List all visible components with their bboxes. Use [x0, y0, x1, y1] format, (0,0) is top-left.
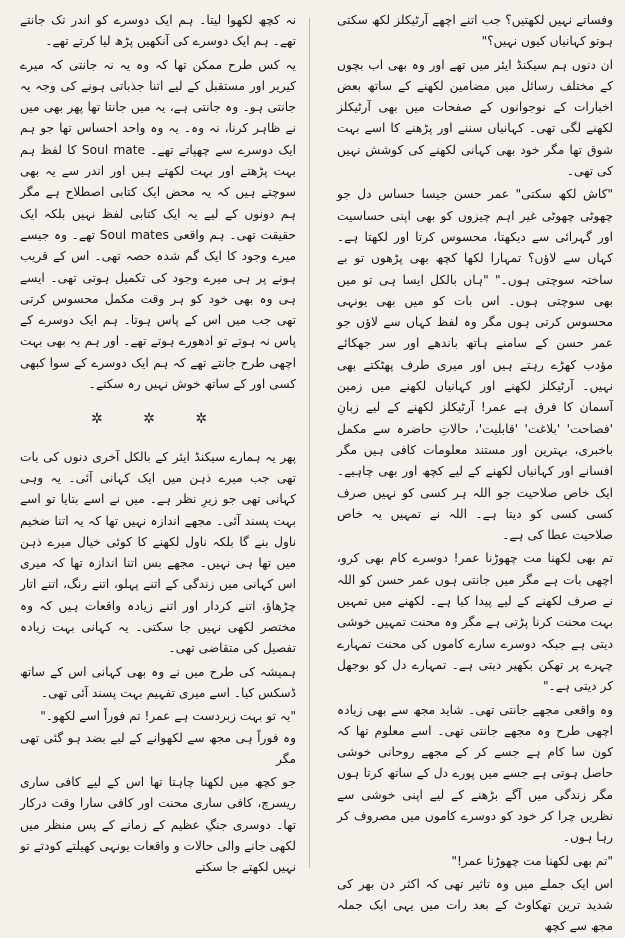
paragraph: پھر یہ ہمارے سیکنڈ ایئر کے بالکل آخری دنوں کی بات تھی جب میرے ذہن میں ایک کہانی آئی۔ یہ وہی کہانی تھی جو زیرِ نظر ہے۔ میں نے اسے بتایا تو اسے بہت پسند آئی۔ مجھے اندازہ نہیں تھا کہ یہ اتنا ضخیم ناول بنے گا بلکہ ناول لکھنے کا کوئی خیال میرے ذہن میں تھا ہی نہیں۔ مجھے بس اتنا اندازہ تھا کہ میری اس کہانی میں زندگی کے اتنے پہلو، اتنے رنگ، اتنے اتار چڑھاؤ، اتنے کردار اور اتنے زیادہ واقعات ہیں کہ وہ مختصر لکھی نہیں جا سکتی۔ یہ کہانی بہت زیادہ تفصیل کی متقاضی تھی۔ — [20, 449, 296, 656]
paragraph: تم بھی لکھنا مت چھوڑنا عمر! دوسرے کام بھی کرو، اچھی بات ہے مگر میں جانتی ہوں عمر حسن کو اللہ نے صرف لکھنے کے لیے پیدا کیا ہے۔ لکھنے میں تمہیں بہت محنت کرنا پڑتی ہے مگر وہ محنت تمہیں خوشی دیتی ہے جبکہ دوسرے سارے کاموں کی محنت تمہارے چہرے پر تھکن بکھیر دیتی ہے۔ تمہارے دل کو بوجھل کر دیتی ہے۔" — [337, 551, 613, 694]
quote-line: "یہ تو بہت زبردست ہے عمر! تم فوراً اسے لکھو۔" — [40, 709, 296, 724]
left-text-column — [20, 10, 296, 879]
paragraph: نہ کچھ لکھوا لیتا۔ ہم ایک دوسرے کو اندر تک جانتے تھے۔ ہم ایک دوسرے کی آنکھیں پڑھ لیا کرتے تھے۔ — [20, 13, 296, 49]
column-divider — [309, 18, 310, 868]
paragraph: اس ایک جملے میں وہ تاثیر تھی کہ اکثر دن بھر کی شدید ترین تھکاوٹ کے بعد رات میں یہی ایک جملہ مجھ سے کچھ — [337, 876, 613, 934]
paragraph: "کاش لکھ سکتی" عمر حسن جیسا حساس دل جو چھوٹی چھوٹی غیر اہم چیزوں کو بھی اپنی حساسیت اور گہرائی سے دیکھتا، محسوس کرتا اور لکھتا ہے۔ کہاں سے لاؤں؟ تمہارا لکھا کچھ بھی پڑھوں تو بے ساختہ سوچتی ہوں۔" "ہاں بالکل ایسا ہی تو میں بھی سوچتی ہوں۔ اس بات کو میں بھی یونہی محسوس کرتی ہوں مگر وہ لفظ کہاں سے لاؤں جو عمر حسن کے سامنے ہاتھ باندھے اور سر جھکائے مؤدب کھڑے رہتے ہیں اور میری طرف پھٹکتے بھی نہیں۔ آرٹیکلز لکھنے اور کہانیاں لکھنے میں زمین آسمان کا فرق ہے عمر! آرٹیکلز لکھنے کے لیے زبانِ 'فصاحت' 'بلاغت' 'قابلیت'، حالاتِ حاضرہ سے مکمل باخبری، بہترین اور مستند معلومات کافی ہیں مگر افسانے اور کہانیاں لکھنے کے لیے کچھ اور بھی چاہیے۔ ایک خاص صلاحیت جو اللہ ہر کسی کو نہیں صرف کسی کسی کو دیتا ہے۔ اللہ نے تمہیں یہ خاص صلاحیت عطا کی ہے۔ — [337, 187, 613, 543]
paragraph: وہ فوراً ہی مجھ سے لکھوانے کے لیے بضد ہو گئی تھی مگر — [20, 730, 296, 766]
section-break-ornament: ✲ ✲ ✲ — [90, 411, 226, 428]
paragraph: ہمیشہ کی طرح میں نے وہ بھی کہانی اس کے ساتھ ڈسکس کیا۔ اسے میری تفہیم بہت پسند آئی تھی۔ — [20, 664, 296, 700]
quote-line: "تم بھی لکھنا مت چھوڑنا عمر!" — [451, 853, 613, 868]
paragraph: وفساتے نہیں لکھتیں؟ جب اتنے اچھے آرٹیکلز لکھ سکتی ہوتو کہانیاں کیوں نہیں؟" — [337, 13, 613, 49]
paragraph: جو کچھ میں لکھنا چاہتا تھا اس کے لیے کافی ساری ریسرچ، کافی ساری محنت اور کافی سارا وقت درکار تھا۔ دوسری جنگِ عظیم کے زمانے کے پس منظر میں لکھی جانے والی حالات و واقعات یونہی کھیلتے کودتے تو نہیں لکھتے جا سکتے — [20, 775, 296, 875]
paragraph: وہ واقعی مجھے جانتی تھی۔ شاید مجھ سے بھی زیادہ اچھی طرح وہ مجھے جانتی تھی۔ اسے معلوم تھا کہ کون سا کام ہے جسے کر کے مجھے روحانی خوشی حاصل ہوتی ہے جسے میں پورے دل کے ساتھ کرتا ہوں مگر زندگی میں آگے بڑھنے کے لیے اپنی خوشی سے نظریں چرا کر خود کو دوسرے کاموں میں مصروف کر رہا ہوں۔ — [337, 702, 613, 845]
right-text-column — [337, 10, 613, 938]
paragraph: ان دنوں ہم سیکنڈ ایئر میں تھے اور وہ بھی اب بچوں کے مختلف رسائل میں مضامین لکھنے کے ساتھ بعض اخبارات کے نوجوانوں کے صفحات میں بھی آرٹیکلز لکھنے لگی تھی۔ کہانیاں سننے اور پڑھنے کا اسے بہت شوق تھا مگر خود بھی کہانی لکھنے کی کوشش نہیں کی تھی۔ — [337, 57, 613, 179]
paragraph: یہ کس طرح ممکن تھا کہ وہ یہ نہ جانتی کہ میرے کیریر اور مستقبل کے لیے اتنا جذباتی ہونے کی وجہ یہ جانتی ہو۔ وہ جانتی ہے، یہ میں جانتا تھا پھر بھی میں نے ظاہر کرنا، نہ وہ۔ یہ وہ واحد احساس تھا جو ہم ایک دوسرے سے چھپاتے تھے۔ Soul mate کا لفظ ہم بہت پڑھتے اور بہت لکھتے ہیں اور اندر سے یہ بھی سوچتے ہیں کہ یہ محض ایک کتابی اصطلاح ہے مگر ہم دونوں کے لیے یہ ایک کتابی لفظ نہیں بلکہ ایک حقیقت تھی۔ ہم واقعی Soul mates تھے۔ وہ جیسے میرے وجود کا ایک گم شدہ حصہ تھی۔ اس کے قریب ہونے پر ہی میرے وجود کی تکمیل ہوتی تھی۔ ایسے ہی وہ بھی خود کو ہر وقت مکمل محسوس کرتی تھی جب میں اس کے پاس ہوتا۔ ہم ایک دوسرے کے پاس نہ ہوتے تو ادھورے ہوتے تھے۔ اور ہم یہ بھی بہت اچھی طرح جانتے تھے کہ ہم ایک دوسرے کے سوا کبھی کسی اور کے ساتھ خوش نہیں رہ سکتے۔ — [20, 57, 297, 392]
